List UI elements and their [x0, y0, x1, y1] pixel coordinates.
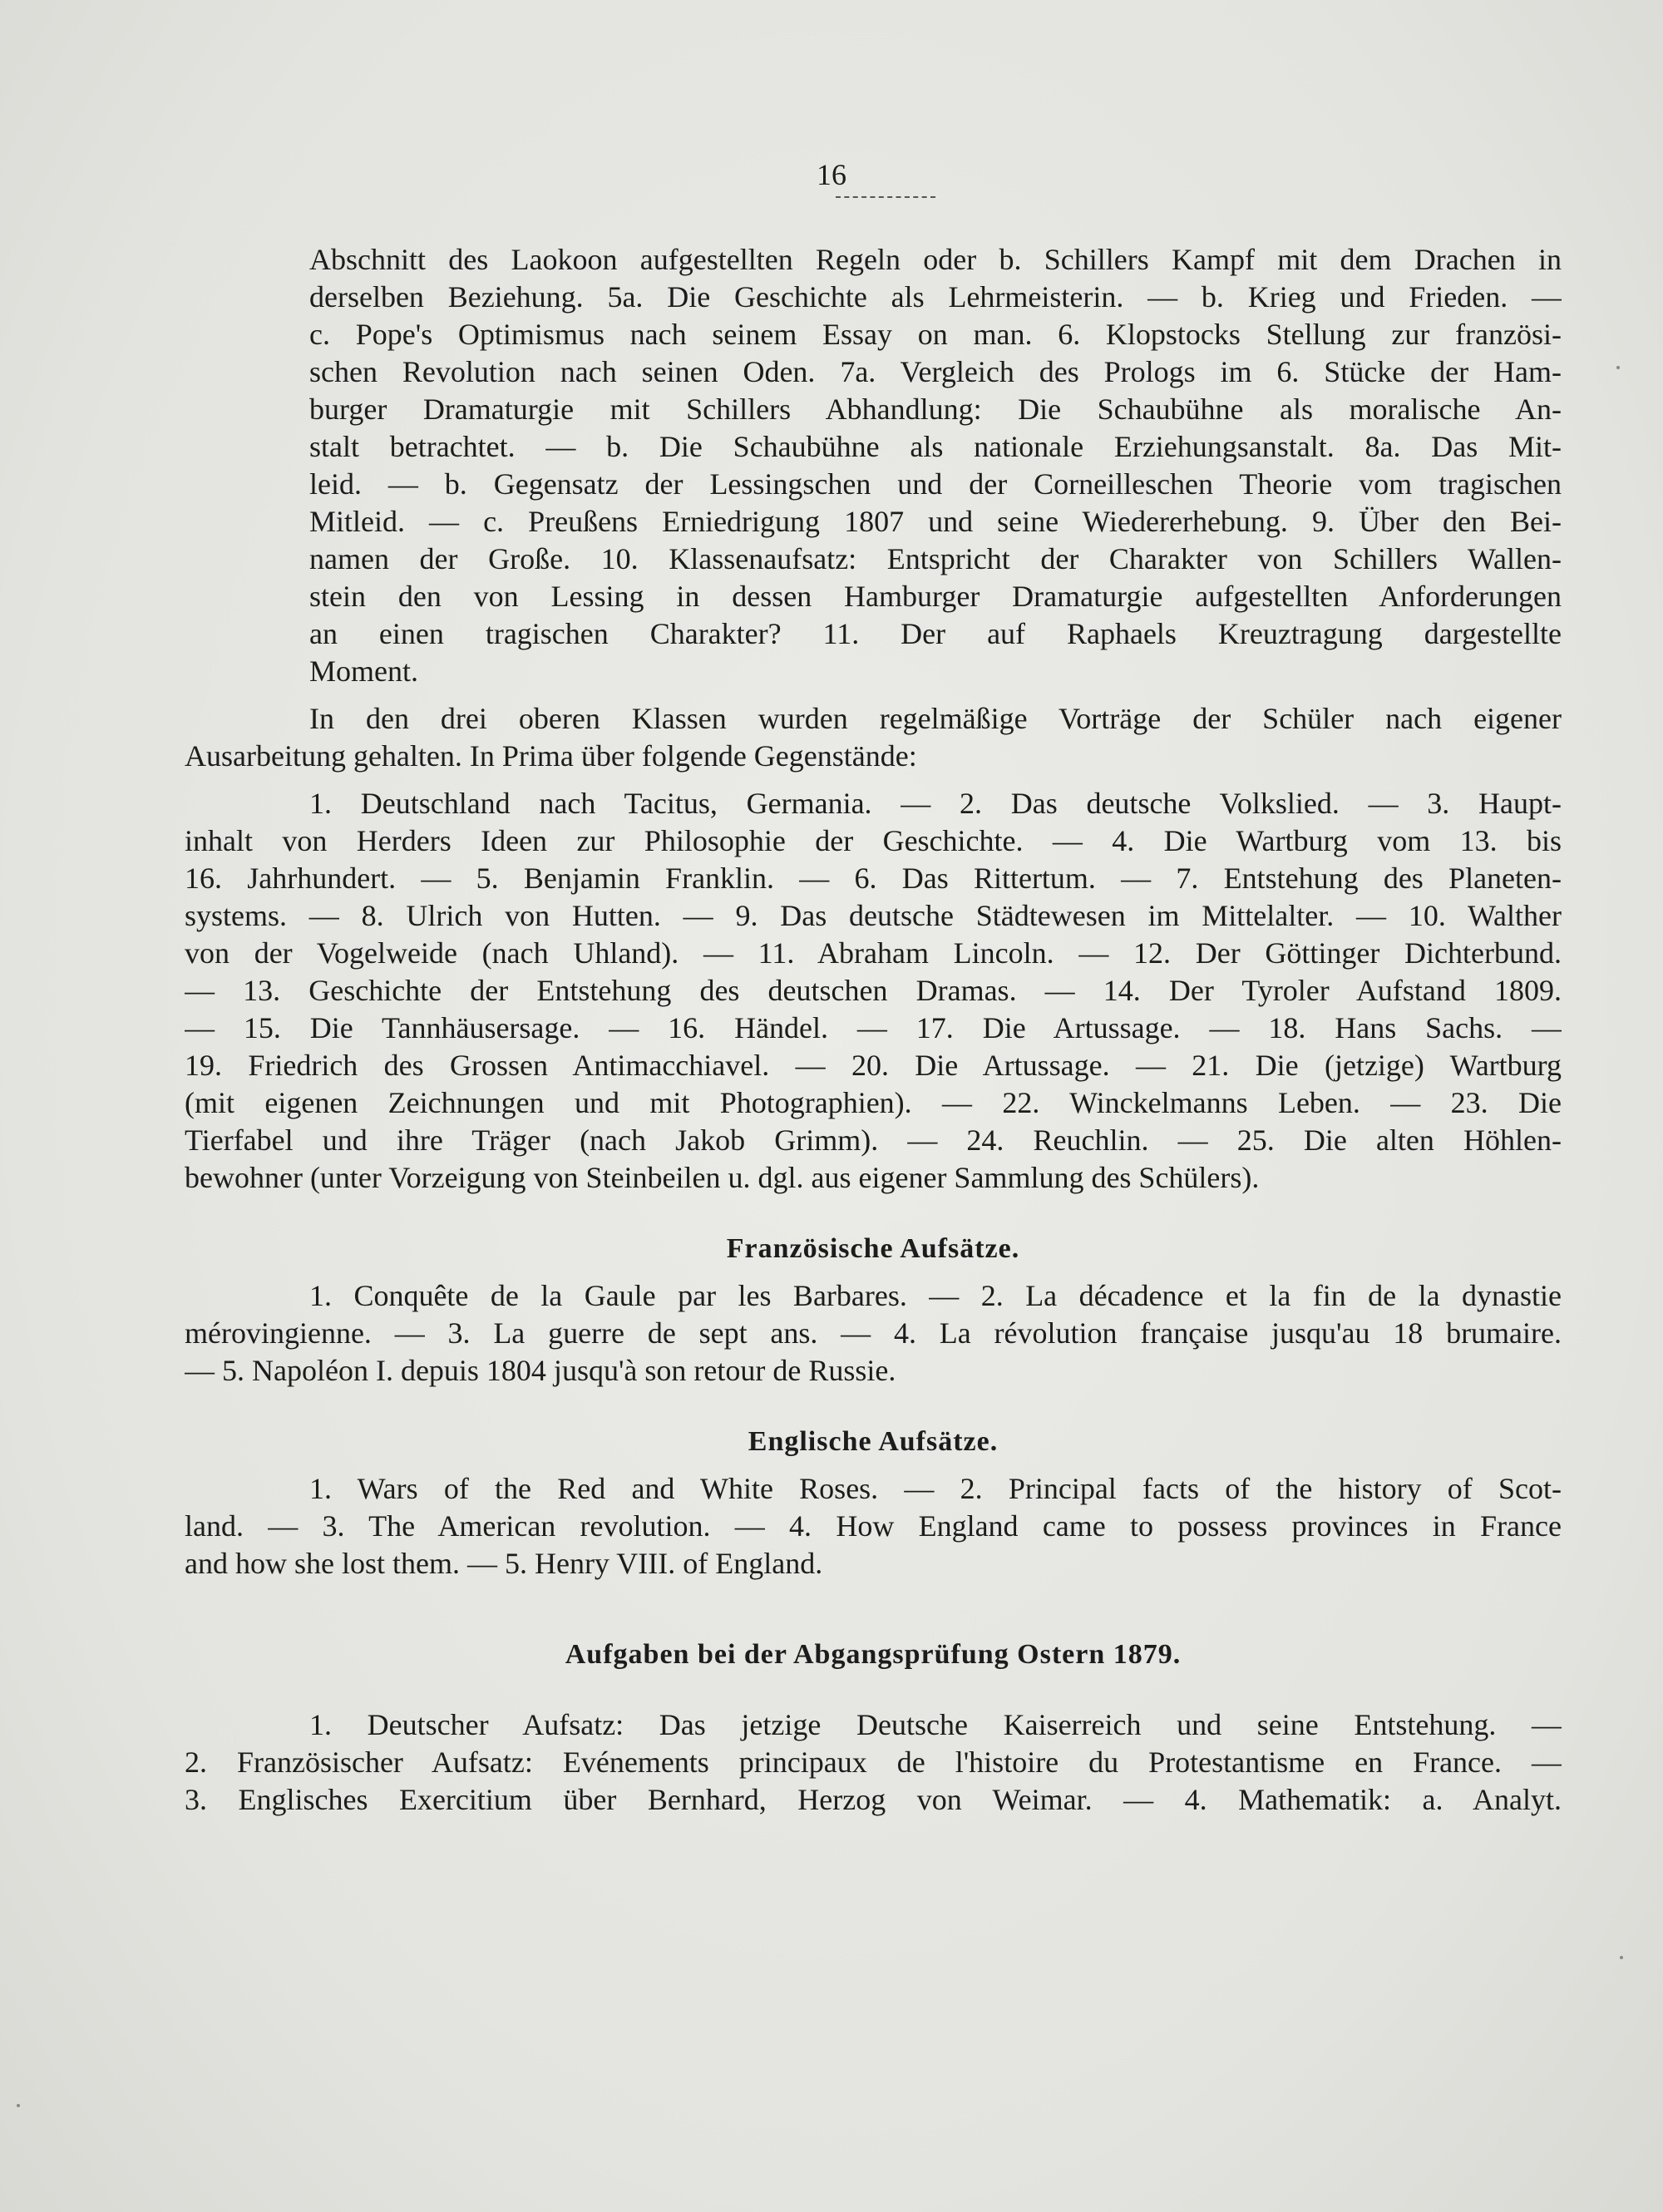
text-line: — 13. Geschichte der Entstehung des deutschen Dramas. — 14. Der Tyroler Aufstand 1809.: [185, 974, 1562, 1007]
text-line: schen Revolution nach seinen Oden. 7a. Vergleich des Prologs im 6. Stücke der Ham-: [309, 355, 1562, 388]
page-number-rule: [836, 196, 935, 203]
text-line: 1. Conquête de la Gaule par les Barbares. — 2. La décadence et la fin de la dynastie: [309, 1279, 1562, 1312]
text-line: systems. — 8. Ulrich von Hutten. — 9. Das deutsche Städtewesen im Mittelalter. — 10. Walther: [185, 899, 1562, 932]
text-line: stein den von Lessing in dessen Hamburger Dramaturgie aufgestellten Anforderungen: [309, 580, 1562, 613]
scan-speck: [17, 2104, 20, 2107]
text-line: namen der Große. 10. Klassenaufsatz: Entspricht der Charakter von Schillers Wallen-: [309, 542, 1562, 575]
text-line: 1. Wars of the Red and White Roses. — 2. Principal facts of the history of Scot-: [309, 1472, 1562, 1505]
text-line: an einen tragischen Charakter? 11. Der auf Raphaels Kreuztragung dargestellte: [309, 617, 1562, 650]
text-line: Tierfabel und ihre Träger (nach Jakob Grimm). — 24. Reuchlin. — 25. Die alten Höhlen-: [185, 1123, 1562, 1157]
page-body: [185, 241, 1562, 1819]
text-line: c. Pope's Optimismus nach seinem Essay on man. 6. Klopstocks Stellung zur französi-: [309, 318, 1562, 351]
text-line: mérovingienne. — 3. La guerre de sept ans. — 4. La révolution française jusqu'au 18 brumaire.: [185, 1316, 1562, 1350]
scan-speck: [1620, 1956, 1623, 1959]
text-line: In den drei oberen Klassen wurden regelmäßige Vorträge der Schüler nach eigener: [309, 702, 1562, 735]
text-line: — 15. Die Tannhäusersage. — 16. Händel. — 17. Die Artussage. — 18. Hans Sachs. —: [185, 1011, 1562, 1044]
lecture-topics-paragraph: [185, 785, 1562, 1197]
french-essays-heading: Französische Aufsätze.: [726, 1233, 1020, 1264]
text-line: Mitleid. — c. Preußens Erniedrigung 1807 und seine Wiedererhebung. 9. Über den Bei-: [309, 505, 1562, 538]
text-line: 1. Deutscher Aufsatz: Das jetzige Deutsche Kaiserreich und seine Entstehung. —: [309, 1708, 1562, 1741]
text-line: stalt betrachtet. — b. Die Schaubühne als nationale Erziehungsanstalt. 8a. Das Mit-: [309, 430, 1562, 463]
english-essays-heading: Englische Aufsätze.: [748, 1426, 999, 1457]
essay-topics-paragraph: [185, 241, 1562, 690]
text-line: 1. Deutschland nach Tacitus, Germania. — 2. Das deutsche Volkslied. — 3. Haupt-: [309, 787, 1562, 820]
exam-heading: Aufgaben bei der Abgangsprüfung Ostern 1879.: [565, 1639, 1182, 1670]
text-line: von der Vogelweide (nach Uhland). — 11. Abraham Lincoln. — 12. Der Göttinger Dichterbund.: [185, 936, 1562, 970]
text-line: and how she lost them. — 5. Henry VIII. of England.: [185, 1547, 823, 1580]
text-line: — 5. Napoléon I. depuis 1804 jusqu'à son retour de Russie.: [185, 1354, 896, 1387]
text-line: Moment.: [309, 654, 418, 688]
text-line: inhalt von Herders Ideen zur Philosophie der Geschichte. — 4. Die Wartburg vom 13. bis: [185, 824, 1562, 857]
text-line: 16. Jahrhundert. — 5. Benjamin Franklin. — 6. Das Rittertum. — 7. Entstehung des Planeten-: [185, 862, 1562, 895]
text-line: derselben Beziehung. 5a. Die Geschichte als Lehrmeisterin. — b. Krieg und Frieden. —: [309, 280, 1562, 314]
english-essays-paragraph: [185, 1470, 1562, 1582]
exam-paragraph: [185, 1706, 1562, 1819]
text-line: 19. Friedrich des Grossen Antimacchiavel. — 20. Die Artussage. — 21. Die (jetzige) Wartburg: [185, 1049, 1562, 1082]
text-line: 2. Französischer Aufsatz: Evénements principaux de l'histoire du Protestantisme en France. —: [185, 1745, 1562, 1779]
text-line: 3. Englisches Exercitium über Bernhard, Herzog von Weimar. — 4. Mathematik: a. Analyt.: [185, 1783, 1562, 1816]
page-number: 16: [817, 158, 846, 191]
text-line: Abschnitt des Laokoon aufgestellten Regeln oder b. Schillers Kampf mit dem Drachen in: [309, 243, 1562, 276]
text-line: land. — 3. The American revolution. — 4. How England came to possess provinces in France: [185, 1509, 1562, 1543]
text-line: (mit eigenen Zeichnungen und mit Photographien). — 22. Winckelmanns Leben. — 23. Die: [185, 1086, 1562, 1119]
french-essays-paragraph: [185, 1277, 1562, 1390]
text-line: leid. — b. Gegensatz der Lessingschen und der Corneilleschen Theorie vom tragischen: [309, 467, 1562, 501]
lectures-intro-paragraph: [185, 700, 1562, 775]
scan-speck: [1616, 366, 1620, 369]
text-line: Ausarbeitung gehalten. In Prima über folgende Gegenstände:: [185, 739, 917, 773]
text-line: burger Dramaturgie mit Schillers Abhandlung: Die Schaubühne als moralische An-: [309, 393, 1562, 426]
text-line: bewohner (unter Vorzeigung von Steinbeilen u. dgl. aus eigener Sammlung des Schülers).: [185, 1161, 1260, 1194]
